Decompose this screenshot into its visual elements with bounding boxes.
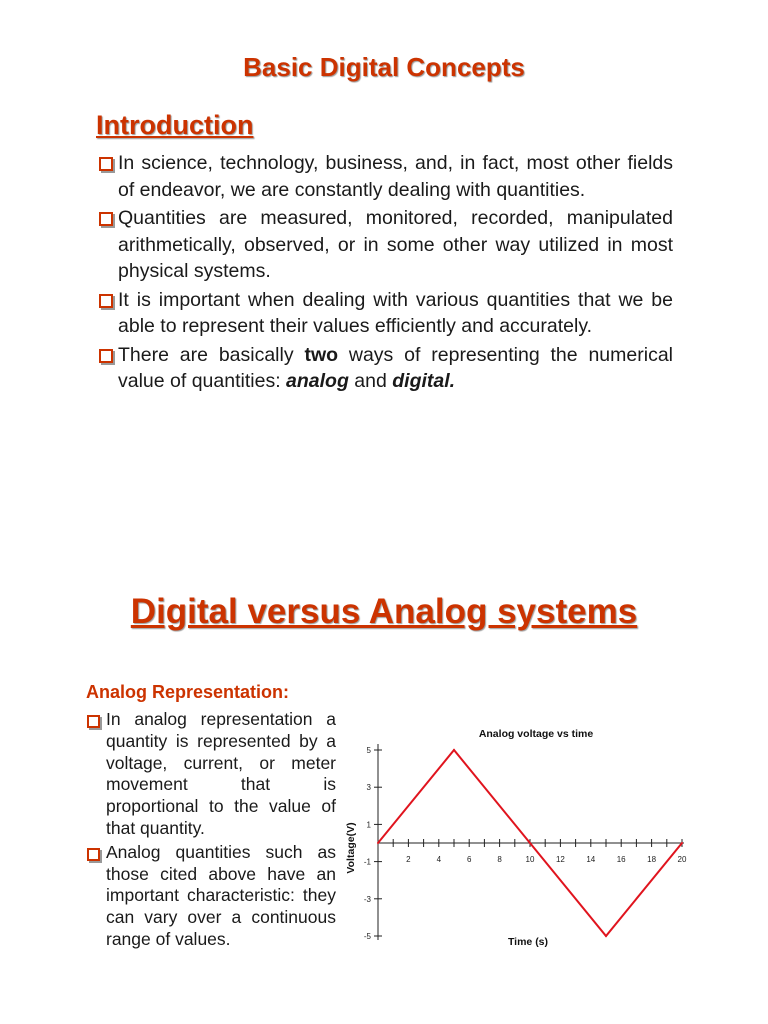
x-tick-label: 8: [497, 855, 502, 864]
introduction-heading: Introduction: [96, 110, 254, 140]
y-tick-label: 5: [366, 746, 371, 755]
data-point: [681, 842, 683, 844]
intro-bullet: [96, 287, 673, 340]
data-point: [453, 749, 455, 751]
y-tick-label: -1: [363, 857, 371, 867]
bullet-text: Quantities are measured, monitored, recorded, manipulated arithmetically, observed, or in some other way utilized in most physical systems.: [118, 207, 673, 282]
bullet-text: It is important when dealing with various quantities that we be able to represent their values efficiently and accurately.: [118, 288, 673, 337]
x-tick-label: 4: [436, 855, 442, 864]
intro-bullet: [96, 205, 673, 285]
intro-bullet-list: [96, 150, 673, 397]
bullet-text-part: ways of representing the numerical value of quantities:: [118, 343, 673, 392]
checkbox-bullet-icon: [99, 157, 113, 171]
bullet-text: In analog representation a quantity is represented by a voltage, current, or meter movement that is proportional to the value of that quantity.: [106, 709, 336, 838]
analog-bullet: [84, 842, 336, 951]
bullet-text: Analog quantities such as those cited above have an important characteristic: they can vary over a continuous range of values.: [106, 841, 336, 949]
y-tick-label: -3: [363, 894, 371, 904]
checkbox-bullet-icon: [99, 349, 113, 363]
data-point: [529, 842, 531, 844]
analog-term: analog: [286, 370, 349, 392]
bullet-text-part: and: [348, 370, 393, 392]
analog-bullet: [84, 709, 336, 840]
analog-bullet-list: [84, 709, 336, 953]
chart-title: Analog voltage vs time: [478, 728, 594, 740]
y-tick-label: -5: [363, 932, 371, 941]
y-tick-label: 3: [366, 783, 371, 793]
x-tick-label: 18: [647, 855, 657, 864]
x-tick-label: 14: [586, 855, 596, 864]
checkbox-bullet-icon: [99, 212, 113, 226]
x-tick-label: 2: [406, 855, 411, 864]
analog-representation-heading: Analog Representation:: [86, 682, 290, 702]
section-title: Digital versus Analog systems: [130, 592, 638, 631]
x-tick-label: 6: [466, 855, 472, 864]
analog-voltage-chart: [340, 712, 700, 962]
checkbox-bullet-icon: [99, 294, 113, 308]
checkbox-bullet-icon: [87, 715, 100, 728]
slide-title: Basic Digital Concepts: [243, 52, 525, 82]
x-tick-label: 12: [555, 855, 565, 864]
checkbox-bullet-icon: [87, 848, 100, 861]
bold-word: two: [304, 343, 339, 366]
intro-bullet: [96, 150, 673, 203]
x-tick-label: 16: [616, 855, 626, 864]
data-point: [377, 842, 379, 844]
chart-y-axis-label: Voltage(V): [345, 822, 357, 874]
digital-term: digital.: [392, 370, 456, 392]
bullet-text-part: There are basically: [118, 343, 305, 366]
data-point: [605, 935, 607, 937]
intro-bullet: [96, 342, 673, 395]
x-tick-label: 10: [525, 855, 535, 864]
x-tick-label: 20: [677, 855, 687, 864]
chart-x-axis-label: Time (s): [507, 936, 549, 948]
bullet-text: In science, technology, business, and, in fact, most other fields of endeavor, we are constantly dealing with quantities.: [118, 152, 673, 201]
y-tick-label: 1: [366, 820, 371, 830]
